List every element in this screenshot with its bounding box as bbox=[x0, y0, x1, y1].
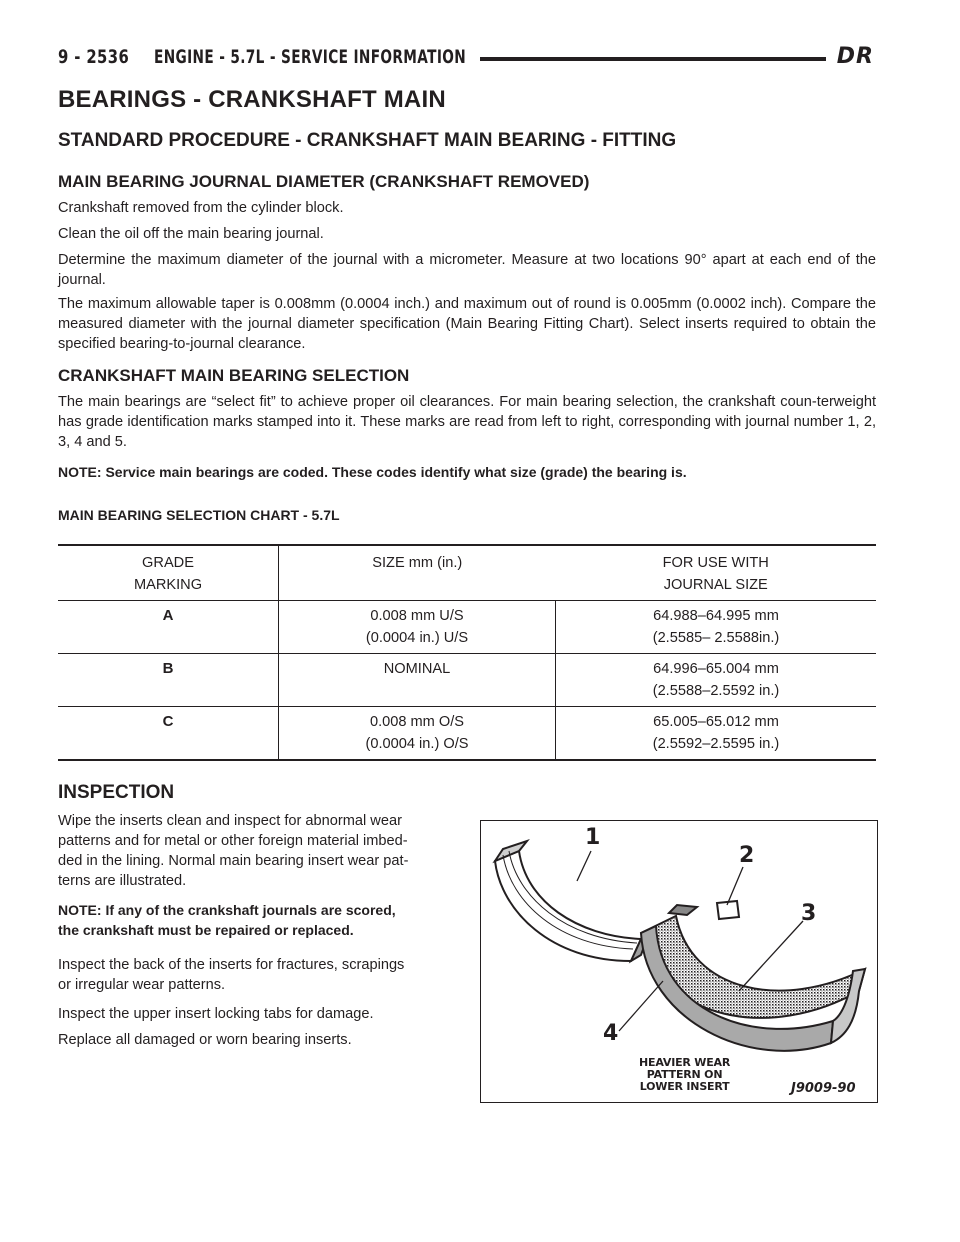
page-number: 9 - 2536 bbox=[58, 46, 130, 68]
size-cell: 0.008 mm O/S (0.0004 in.) O/S bbox=[279, 707, 556, 761]
model-code: DR bbox=[836, 44, 874, 69]
header-grade: GRADE MARKING bbox=[58, 545, 279, 601]
header-journal: FOR USE WITH JOURNAL SIZE bbox=[662, 555, 769, 593]
procedure-title: STANDARD PROCEDURE - CRANKSHAFT MAIN BEARING - FITTING bbox=[58, 130, 677, 151]
callout-4: 4 bbox=[603, 1021, 619, 1046]
journal-para-1: Crankshaft removed from the cylinder block. bbox=[58, 200, 344, 216]
grade-cell: B bbox=[58, 654, 279, 707]
bearing-selection-table bbox=[58, 544, 876, 761]
callout-2: 2 bbox=[739, 843, 755, 868]
selection-note: NOTE: Service main bearings are coded. These codes identify what size (grade) the bearing is. bbox=[58, 464, 687, 480]
table-row bbox=[58, 654, 876, 707]
upper-insert bbox=[495, 841, 649, 961]
grade-cell: C bbox=[58, 707, 279, 761]
journal-para-4: The maximum allowable taper is 0.008mm (0.0004 inch.) and maximum out of round is 0.005mm (0.0002 inch). Compare the measured diameter with the journal diameter specification (Main Bearing Fitting Chart). Select inserts required to obtain the specified bearing-to-journal clearance. bbox=[58, 296, 876, 352]
bearing-wear-figure bbox=[480, 820, 878, 1103]
figure-id: J9009-90 bbox=[791, 1081, 856, 1096]
journal-cell: 64.988–64.995 mm (2.5585– 2.5588in.) bbox=[556, 601, 877, 654]
callout-3: 3 bbox=[801, 901, 817, 926]
header-rule bbox=[480, 57, 826, 61]
size-cell: 0.008 mm U/S (0.0004 in.) U/S bbox=[279, 601, 556, 654]
table-row bbox=[58, 601, 876, 654]
header-size: SIZE mm (in.) bbox=[372, 555, 463, 571]
size-cell: NOMINAL bbox=[279, 654, 556, 707]
section-title: ENGINE - 5.7L - SERVICE INFORMATION bbox=[154, 46, 467, 68]
running-header bbox=[58, 44, 876, 74]
table-row bbox=[58, 707, 876, 761]
inspection-heading: INSPECTION bbox=[58, 782, 175, 803]
inspection-para-4: Replace all damaged or worn bearing inserts. bbox=[58, 1032, 352, 1048]
journal-para-2: Clean the oil off the main bearing journal. bbox=[58, 226, 324, 242]
chart-title: MAIN BEARING SELECTION CHART - 5.7L bbox=[58, 507, 340, 523]
page-title: BEARINGS - CRANKSHAFT MAIN bbox=[58, 86, 446, 113]
journal-cell: 64.996–65.004 mm (2.5588–2.5592 in.) bbox=[556, 654, 877, 707]
callout-1: 1 bbox=[585, 825, 601, 850]
grade-cell: A bbox=[58, 601, 279, 654]
inspection-para-3: Inspect the upper insert locking tabs for damage. bbox=[58, 1006, 374, 1022]
figure-caption: HEAVIER WEAR PATTERN ON LOWER INSERT bbox=[639, 1056, 731, 1093]
selection-para: The main bearings are “select fit” to achieve proper oil clearances. For main bearing selection, the crankshaft coun-terweight has grade identification marks stamped into it. These marks are read from left to right, corresponding with journal number 1, 2, 3, 4 and 5. bbox=[58, 394, 876, 450]
journal-heading: MAIN BEARING JOURNAL DIAMETER (CRANKSHAFT REMOVED) bbox=[58, 172, 590, 191]
table-header-row bbox=[58, 545, 876, 601]
journal-para-3: Determine the maximum diameter of the journal with a micrometer. Measure at two locations 90° apart at each end of the journal. bbox=[58, 252, 876, 288]
journal-cell: 65.005–65.012 mm (2.5592–2.5595 in.) bbox=[556, 707, 877, 761]
selection-heading: CRANKSHAFT MAIN BEARING SELECTION bbox=[58, 366, 410, 385]
